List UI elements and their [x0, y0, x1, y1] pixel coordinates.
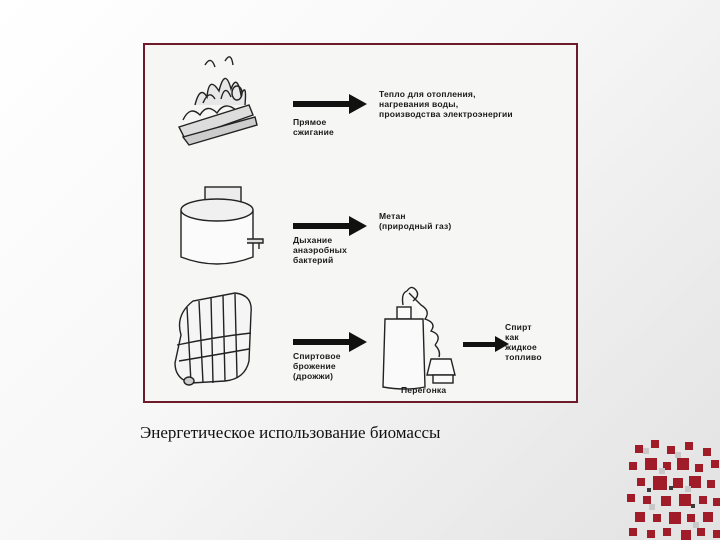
embroidery-ornament-icon [625, 440, 720, 540]
process-label-direct-combustion: Прямое сжигание [293, 117, 334, 137]
barrel-icon [175, 293, 251, 385]
distillation-apparatus-icon [383, 287, 455, 389]
process-label-anaerobic: Дыхание анаэробных бактерий [293, 235, 348, 265]
figure-caption: Энергетическое использование биомассы [140, 423, 441, 442]
biomass-figure [143, 43, 578, 403]
product-label-alcohol: Спирт как жидкое топливо [505, 322, 542, 362]
arrow-1 [293, 94, 367, 114]
process-label-fermentation: Спиртовое брожение (дрожжи) [293, 351, 341, 381]
intermediate-label-distillation: Перегонка [401, 385, 447, 395]
product-label-methane: Метан (природный газ) [379, 211, 452, 231]
arrow-2 [293, 216, 367, 236]
biogas-tank-icon [181, 187, 263, 264]
burning-wood-icon [179, 57, 257, 145]
arrow-4 [463, 336, 509, 352]
arrow-3 [293, 332, 367, 352]
product-label-heat: Тепло для отопления, нагревания воды, производства электроэнергии [379, 89, 513, 119]
